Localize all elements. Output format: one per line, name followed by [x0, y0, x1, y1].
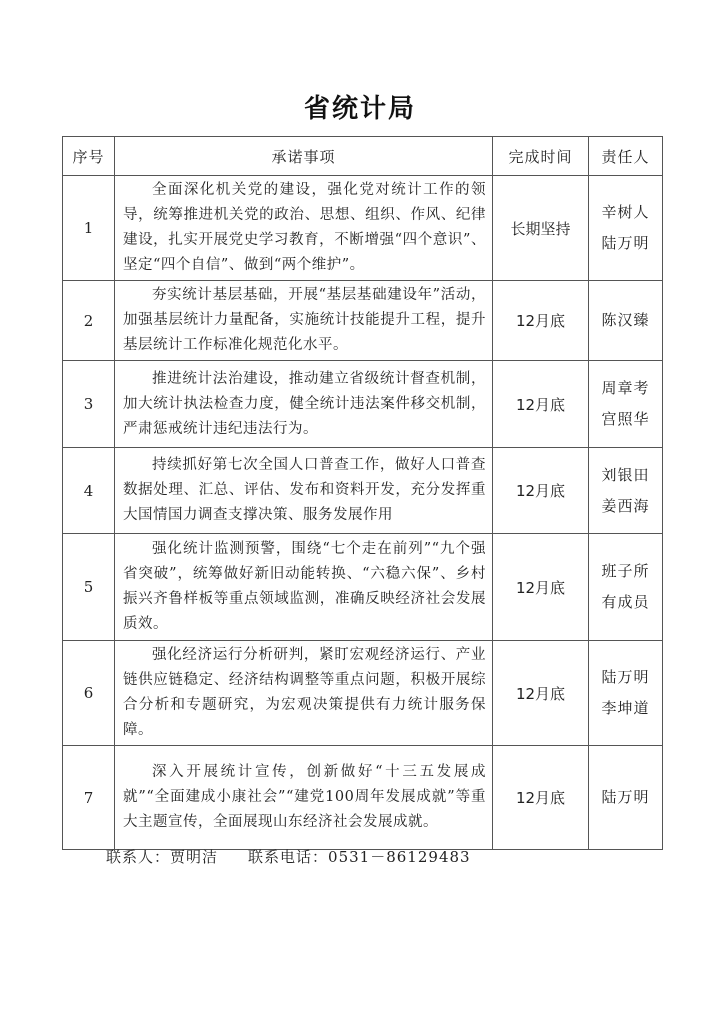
- row-time: 12月底: [493, 448, 589, 534]
- row-item-text: 深入开展统计宣传，创新做好“十三五发展成就”“全面建成小康社会”“建党100周年发展成就”等重大主题宣传，全面展现山东经济社会发展成就。: [123, 764, 486, 830]
- table-row: [63, 641, 663, 746]
- row-time: 12月底: [493, 746, 589, 850]
- row-item-text: 夯实统计基层基础，开展“基层基础建设年”活动，加强基层统计力量配备，实施统计技能提升工程，提升基层统计工作标准化规范化水平。: [123, 287, 486, 353]
- contact-person-label: 联系人：: [106, 848, 171, 866]
- row-owner: [589, 361, 663, 448]
- contact-line: [106, 846, 471, 867]
- row-index: 6: [63, 641, 115, 746]
- row-owner: [589, 641, 663, 746]
- header-item: 承诺事项: [115, 137, 493, 176]
- owner-name: 有成员: [601, 593, 650, 611]
- row-index: 7: [63, 746, 115, 850]
- row-owner: [589, 448, 663, 534]
- row-owner: [589, 746, 663, 850]
- table-row: [63, 448, 663, 534]
- row-item-text: 强化统计监测预警，围绕“七个走在前列”“九个强省突破”，统筹做好新旧动能转换、“六稳六保”、乡村振兴齐鲁样板等重点领域监测，准确反映经济社会发展质效。: [123, 541, 486, 632]
- owner-name: 陈汉臻: [601, 311, 650, 329]
- row-time: 12月底: [493, 361, 589, 448]
- row-item: [115, 281, 493, 361]
- row-index: 5: [63, 534, 115, 641]
- owner-name: 陆万明: [601, 788, 650, 806]
- page-title: 省统计局: [303, 94, 416, 124]
- owner-name: 刘银田: [601, 465, 650, 484]
- header-owner: 责任人: [589, 137, 663, 176]
- row-owner: [589, 176, 663, 281]
- table-row: [63, 746, 663, 850]
- row-item-text: 持续抓好第七次全国人口普查工作，做好人口普查数据处理、汇总、评估、发布和资料开发，充分发挥重大国情国力调查支撑决策、服务发展作用: [123, 457, 486, 523]
- row-item: [115, 176, 493, 281]
- header-index: 序号: [63, 137, 115, 176]
- owner-name: 陆万明: [601, 234, 650, 252]
- row-item-text: 强化经济运行分析研判，紧盯宏观经济运行、产业链供应链稳定、经济结构调整等重点问题，积极开展综合分析和专题研究，为宏观决策提供有力统计服务保障。: [123, 647, 486, 738]
- contact-phone: 0531－86129483: [328, 848, 471, 866]
- table-header-row: [63, 137, 663, 176]
- row-item: [115, 361, 493, 448]
- row-owner: [589, 534, 663, 641]
- owner-name: 李坤道: [601, 699, 650, 717]
- owner-name: 宫照华: [601, 410, 650, 428]
- owner-name: 姜西海: [601, 496, 650, 515]
- row-time: 12月底: [493, 534, 589, 641]
- contact-phone-label: 联系电话：: [248, 848, 329, 866]
- row-item-text: 推进统计法治建设，推动建立省级统计督查机制，加大统计执法检查力度，健全统计违法案件移交机制，严肃惩戒统计违纪违法行为。: [123, 370, 486, 437]
- row-index: 3: [63, 361, 115, 448]
- owner-name: 班子所: [601, 562, 650, 580]
- table-row: [63, 281, 663, 361]
- row-time: 12月底: [493, 281, 589, 361]
- table-row: [63, 176, 663, 281]
- row-time: 12月底: [493, 641, 589, 746]
- contact-person: 贾明洁: [170, 848, 219, 866]
- table-row: [63, 534, 663, 641]
- row-time: 长期坚持: [493, 176, 589, 281]
- row-owner: [589, 281, 663, 361]
- row-item: [115, 448, 493, 534]
- row-index: 2: [63, 281, 115, 361]
- row-index: 4: [63, 448, 115, 534]
- owner-name: 周章考: [601, 379, 650, 397]
- header-time: 完成时间: [493, 137, 589, 176]
- table-row: [63, 361, 663, 448]
- row-item: [115, 641, 493, 746]
- row-item-text: 全面深化机关党的建设，强化党对统计工作的领导，统筹推进机关党的政治、思想、组织、作风、纪律建设，扎实开展党史学习教育，不断增强“四个意识”、坚定“四个自信”、做到“两个维护”。: [123, 182, 486, 273]
- row-index: 1: [63, 176, 115, 281]
- owner-name: 陆万明: [601, 668, 650, 686]
- row-item: [115, 746, 493, 850]
- owner-name: 辛树人: [601, 203, 650, 221]
- row-item: [115, 534, 493, 641]
- commitment-table: [62, 136, 663, 850]
